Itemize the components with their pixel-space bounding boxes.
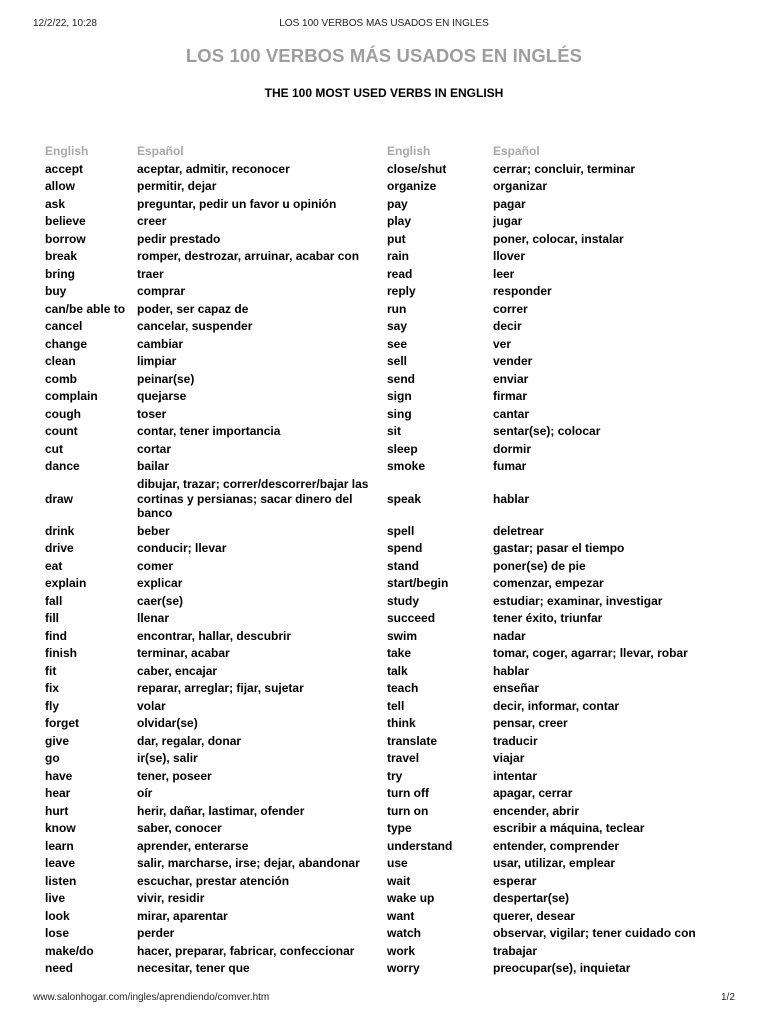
table-row [387, 353, 729, 371]
table-row [45, 388, 373, 406]
spanish-translation: bailar [137, 459, 170, 474]
english-verb: reply [387, 284, 416, 299]
english-verb: talk [387, 663, 408, 678]
english-verb: look [45, 908, 70, 923]
table-row [387, 715, 729, 733]
spanish-translation: ir(se), salir [137, 751, 198, 766]
spanish-translation: vender [493, 354, 533, 369]
english-verb: sing [387, 406, 412, 421]
english-verb: cancel [45, 319, 83, 334]
spanish-translation: poner(se) de pie [493, 558, 586, 573]
spanish-translation: caer(se) [137, 593, 184, 608]
table-row [45, 476, 373, 523]
spanish-translation: preocupar(se), inquietar [493, 961, 631, 976]
table-row [387, 301, 729, 319]
english-verb: smoke [387, 459, 426, 474]
english-verb: believe [45, 214, 86, 229]
spanish-translation: contar, tener importancia [137, 424, 281, 439]
table-row [45, 610, 373, 628]
english-verb: know [45, 821, 76, 836]
english-verb: close/shut [387, 161, 447, 176]
english-verb: finish [45, 646, 77, 661]
english-column-header: English [45, 144, 89, 159]
english-verb: live [45, 891, 66, 906]
spanish-translation: mirar, aparentar [137, 908, 228, 923]
spanish-translation: cambiar [137, 336, 184, 351]
table-row [45, 908, 373, 926]
spanish-translation: trabajar [493, 943, 538, 958]
english-verb: take [387, 646, 412, 661]
spanish-translation: apagar, cerrar [493, 786, 573, 801]
table-row [45, 423, 373, 441]
spanish-translation: llover [493, 249, 526, 264]
english-verb: drive [45, 541, 74, 556]
table-row [45, 523, 373, 541]
english-verb: borrow [45, 231, 86, 246]
english-verb: want [387, 908, 415, 923]
table-row [45, 301, 373, 319]
table-row [45, 715, 373, 733]
spanish-translation: firmar [493, 389, 528, 404]
page-title: LOS 100 VERBOS MÁS USADOS EN INGLÉS [185, 45, 583, 66]
table-row [387, 593, 729, 611]
table-row [387, 733, 729, 751]
english-verb: dance [45, 459, 80, 474]
english-verb: draw [45, 491, 74, 506]
spanish-translation: encontrar, hallar, descubrir [137, 628, 292, 643]
table-row [387, 266, 729, 284]
table-row [387, 750, 729, 768]
english-verb: listen [45, 873, 77, 888]
spanish-translation: dormir [493, 441, 532, 456]
english-verb: can/be able to [45, 301, 126, 316]
spanish-translation: cantar [493, 406, 530, 421]
spanish-translation: oír [137, 786, 153, 801]
table-row [387, 248, 729, 266]
table-row [45, 558, 373, 576]
spanish-translation: tener éxito, triunfar [493, 611, 603, 626]
table-row [45, 785, 373, 803]
table-row [45, 336, 373, 354]
english-verb: worry [387, 961, 420, 976]
verbs-column-left [45, 143, 373, 978]
english-verb: buy [45, 284, 67, 299]
spanish-translation: observar, vigilar; tener cuidado con [493, 926, 696, 941]
table-row [387, 523, 729, 541]
english-verb: leave [45, 856, 76, 871]
english-verb: eat [45, 558, 63, 573]
spanish-translation: responder [493, 284, 552, 299]
spanish-translation: enviar [493, 371, 529, 386]
english-verb: fit [45, 663, 57, 678]
spanish-translation: beber [137, 523, 170, 538]
english-verb: change [45, 336, 88, 351]
english-verb: hear [45, 786, 71, 801]
english-verb: stand [387, 558, 420, 573]
english-verb: send [387, 371, 416, 386]
english-verb: make/do [45, 943, 94, 958]
spanish-translation: cortar [137, 441, 172, 456]
english-verb: watch [387, 926, 422, 941]
english-verb: fill [45, 611, 59, 626]
table-row [387, 423, 729, 441]
table-row [387, 558, 729, 576]
table-row [387, 336, 729, 354]
english-verb: study [387, 593, 420, 608]
english-verb: rain [387, 249, 410, 264]
english-verb: give [45, 733, 70, 748]
table-row [45, 371, 373, 389]
spanish-translation: ver [493, 336, 512, 351]
print-url: www.salonhogar.com/ingles/aprendiendo/comver.htm [33, 992, 270, 1003]
spanish-translation: entender, comprender [493, 838, 620, 853]
spanish-translation: intentar [493, 768, 538, 783]
english-verb: pay [387, 196, 408, 211]
english-verb: try [387, 768, 403, 783]
table-row [45, 283, 373, 301]
english-verb: need [45, 961, 74, 976]
table-row [387, 768, 729, 786]
english-verb: cut [45, 441, 63, 456]
table-row [45, 890, 373, 908]
spanish-translation: toser [137, 406, 167, 421]
spanish-translation: jugar [493, 214, 523, 229]
spanish-translation: deletrear [493, 523, 544, 538]
english-verb: wake up [387, 891, 435, 906]
spanish-translation: reparar, arreglar; fijar, sujetar [137, 681, 304, 696]
spanish-translation: traer [137, 266, 164, 281]
spanish-translation: necesitar, tener que [137, 961, 250, 976]
english-verb: learn [45, 838, 74, 853]
english-verb: spell [387, 523, 415, 538]
spanish-translation: fumar [493, 459, 527, 474]
spanish-translation: herir, dañar, lastimar, ofender [137, 803, 305, 818]
english-verb: understand [387, 838, 453, 853]
spanish-translation: hacer, preparar, fabricar, confeccionar [137, 943, 355, 958]
table-row [387, 908, 729, 926]
table-row [387, 663, 729, 681]
verbs-table-right [387, 143, 729, 978]
english-verb: sleep [387, 441, 418, 456]
english-verb: swim [387, 628, 418, 643]
spanish-translation: organizar [493, 179, 548, 194]
table-row [45, 196, 373, 214]
spanish-translation: hablar [493, 491, 530, 506]
table-row [45, 593, 373, 611]
spanish-translation: limpiar [137, 354, 177, 369]
english-verb: organize [387, 179, 437, 194]
english-verb: drink [45, 523, 75, 538]
table-row [45, 178, 373, 196]
english-verb: see [387, 336, 408, 351]
spanish-translation: perder [137, 926, 175, 941]
spanish-translation: poder, ser capaz de [137, 301, 249, 316]
table-row [45, 266, 373, 284]
english-verb: have [45, 768, 73, 783]
table-row [45, 873, 373, 891]
spanish-translation: comer [137, 558, 174, 573]
english-verb: put [387, 231, 406, 246]
table-row [387, 820, 729, 838]
english-verb: fix [45, 681, 60, 696]
spanish-translation: pedir prestado [137, 231, 221, 246]
spanish-translation: poner, colocar, instalar [493, 231, 624, 246]
english-verb: go [45, 751, 60, 766]
spanish-translation: leer [493, 266, 515, 281]
table-row [45, 768, 373, 786]
english-verb: comb [45, 371, 78, 386]
english-verb: turn on [387, 803, 429, 818]
english-verb: sell [387, 354, 408, 369]
table-row [387, 873, 729, 891]
spanish-translation: decir, informar, contar [493, 698, 620, 713]
table-row [387, 441, 729, 459]
table-row [387, 388, 729, 406]
spanish-translation: querer, desear [493, 908, 576, 923]
spanish-translation: preguntar, pedir un favor u opinión [137, 196, 337, 211]
table-row [45, 855, 373, 873]
english-verb: play [387, 214, 412, 229]
english-verb: run [387, 301, 407, 316]
spanish-translation: volar [137, 698, 166, 713]
table-row [387, 855, 729, 873]
table-row [387, 680, 729, 698]
spanish-column-header: Español [137, 144, 184, 159]
table-row [45, 575, 373, 593]
table-row [45, 645, 373, 663]
table-row [387, 178, 729, 196]
verbs-table-left [45, 143, 373, 978]
table-row [387, 161, 729, 179]
spanish-translation: viajar [493, 751, 525, 766]
spanish-translation: despertar(se) [493, 891, 570, 906]
english-verb: start/begin [387, 576, 449, 591]
english-verb: type [387, 821, 412, 836]
english-verb: say [387, 319, 408, 334]
english-verb: break [45, 249, 78, 264]
table-row [45, 406, 373, 424]
spanish-translation: comprar [137, 284, 186, 299]
print-page-title: LOS 100 VERBOS MAS USADOS EN INGLES [279, 18, 489, 29]
english-verb: find [45, 628, 67, 643]
english-verb: tell [387, 698, 405, 713]
table-row [45, 231, 373, 249]
spanish-translation: traducir [493, 733, 538, 748]
page-subtitle: THE 100 MOST USED VERBS IN ENGLISH [264, 86, 504, 100]
english-verb: hurt [45, 803, 69, 818]
english-verb: work [387, 943, 416, 958]
spanish-translation: peinar(se) [137, 371, 195, 386]
table-row [387, 371, 729, 389]
table-row [45, 925, 373, 943]
spanish-translation: hablar [493, 663, 530, 678]
spanish-translation: pagar [493, 196, 526, 211]
table-header-row [45, 143, 373, 161]
table-row [45, 248, 373, 266]
spanish-translation: tomar, coger, agarrar; llevar, robar [493, 646, 688, 661]
spanish-translation: gastar; pasar el tiempo [493, 541, 625, 556]
spanish-translation: sentar(se); colocar [493, 424, 601, 439]
table-row [387, 610, 729, 628]
table-row [45, 803, 373, 821]
print-date: 12/2/22, 10:28 [33, 18, 97, 29]
spanish-translation: olvidar(se) [137, 716, 198, 731]
table-row [387, 575, 729, 593]
table-row [387, 803, 729, 821]
english-verb: cough [45, 406, 81, 421]
english-verb: succeed [387, 611, 436, 626]
spanish-translation: salir, marcharse, irse; dejar, abandonar [137, 856, 360, 871]
spanish-translation: usar, utilizar, emplear [493, 856, 616, 871]
english-verb: bring [45, 266, 75, 281]
english-verb: count [45, 424, 78, 439]
english-verb: accept [45, 161, 84, 176]
spanish-translation: creer [137, 214, 167, 229]
spanish-translation: nadar [493, 628, 526, 643]
table-row [387, 540, 729, 558]
spanish-translation: escuchar, prestar atención [137, 873, 290, 888]
spanish-translation: caber, encajar [137, 663, 218, 678]
spanish-translation: cerrar; concluir, terminar [493, 161, 636, 176]
english-verb: fall [45, 593, 63, 608]
english-verb: travel [387, 751, 420, 766]
table-row [45, 750, 373, 768]
english-verb: explain [45, 576, 87, 591]
spanish-translation: escribir a máquina, teclear [493, 821, 645, 836]
table-row [45, 161, 373, 179]
spanish-translation: terminar, acabar [137, 646, 230, 661]
english-verb: read [387, 266, 413, 281]
english-verb: forget [45, 716, 79, 731]
spanish-translation: enseñar [493, 681, 540, 696]
spanish-translation: comenzar, empezar [493, 576, 604, 591]
table-row [387, 960, 729, 978]
print-header [0, 18, 768, 32]
table-row [387, 925, 729, 943]
table-row [45, 318, 373, 336]
table-row [387, 838, 729, 856]
table-row [387, 628, 729, 646]
spanish-translation: aprender, enterarse [137, 838, 249, 853]
spanish-translation: llenar [137, 611, 170, 626]
spanish-column-header: Español [493, 144, 540, 159]
table-row [387, 458, 729, 476]
english-verb: complain [45, 389, 98, 404]
spanish-translation: conducir; llevar [137, 541, 227, 556]
spanish-translation: dibujar, trazar; correr/descorrer/bajar las cortinas y persianas; sacar dinero del banco [137, 477, 369, 521]
table-row [45, 628, 373, 646]
english-verb: sign [387, 389, 412, 404]
spanish-translation: esperar [493, 873, 537, 888]
english-verb: spend [387, 541, 423, 556]
spanish-translation: correr [493, 301, 528, 316]
table-row [387, 645, 729, 663]
table-row [45, 820, 373, 838]
spanish-translation: permitir, dejar [137, 179, 217, 194]
english-verb: use [387, 856, 408, 871]
table-row [45, 698, 373, 716]
spanish-translation: quejarse [137, 389, 187, 404]
english-verb: allow [45, 179, 76, 194]
table-row [45, 680, 373, 698]
page-number: 1/2 [721, 992, 735, 1003]
spanish-translation: romper, destrozar, arruinar, acabar con [137, 249, 360, 264]
english-verb: ask [45, 196, 66, 211]
table-row [45, 960, 373, 978]
english-verb: clean [45, 354, 76, 369]
english-verb: turn off [387, 786, 429, 801]
spanish-translation: explicar [137, 576, 183, 591]
english-verb: lose [45, 926, 70, 941]
table-row [45, 943, 373, 961]
table-row [45, 213, 373, 231]
table-row [387, 231, 729, 249]
spanish-translation: estudiar; examinar, investigar [493, 593, 663, 608]
table-row [387, 213, 729, 231]
spanish-translation: decir [493, 319, 522, 334]
spanish-translation: cancelar, suspender [137, 319, 253, 334]
english-verb: fly [45, 698, 60, 713]
english-verb: sit [387, 424, 402, 439]
spanish-translation: dar, regalar, donar [137, 733, 242, 748]
spanish-translation: aceptar, admitir, reconocer [137, 161, 290, 176]
table-row [387, 196, 729, 214]
table-row [45, 733, 373, 751]
spanish-translation: vivir, residir [137, 891, 205, 906]
table-row [387, 890, 729, 908]
english-verb: think [387, 716, 416, 731]
english-verb: speak [387, 491, 422, 506]
verbs-column-right [387, 143, 729, 978]
table-row [387, 406, 729, 424]
table-row [45, 441, 373, 459]
table-row [45, 540, 373, 558]
table-row [387, 318, 729, 336]
spanish-translation: tener, poseer [137, 768, 212, 783]
spanish-translation: saber, conocer [137, 821, 222, 836]
english-column-header: English [387, 144, 431, 159]
table-row [387, 785, 729, 803]
table-row [387, 943, 729, 961]
table-row [45, 838, 373, 856]
table-row [387, 283, 729, 301]
spanish-translation: pensar, creer [493, 716, 568, 731]
table-row [45, 353, 373, 371]
table-row [45, 458, 373, 476]
spanish-translation: encender, abrir [493, 803, 580, 818]
english-verb: teach [387, 681, 419, 696]
table-row [387, 476, 729, 523]
english-verb: wait [387, 873, 411, 888]
table-row [45, 663, 373, 681]
english-verb: translate [387, 733, 438, 748]
table-row [387, 698, 729, 716]
table-header-row [387, 143, 729, 161]
